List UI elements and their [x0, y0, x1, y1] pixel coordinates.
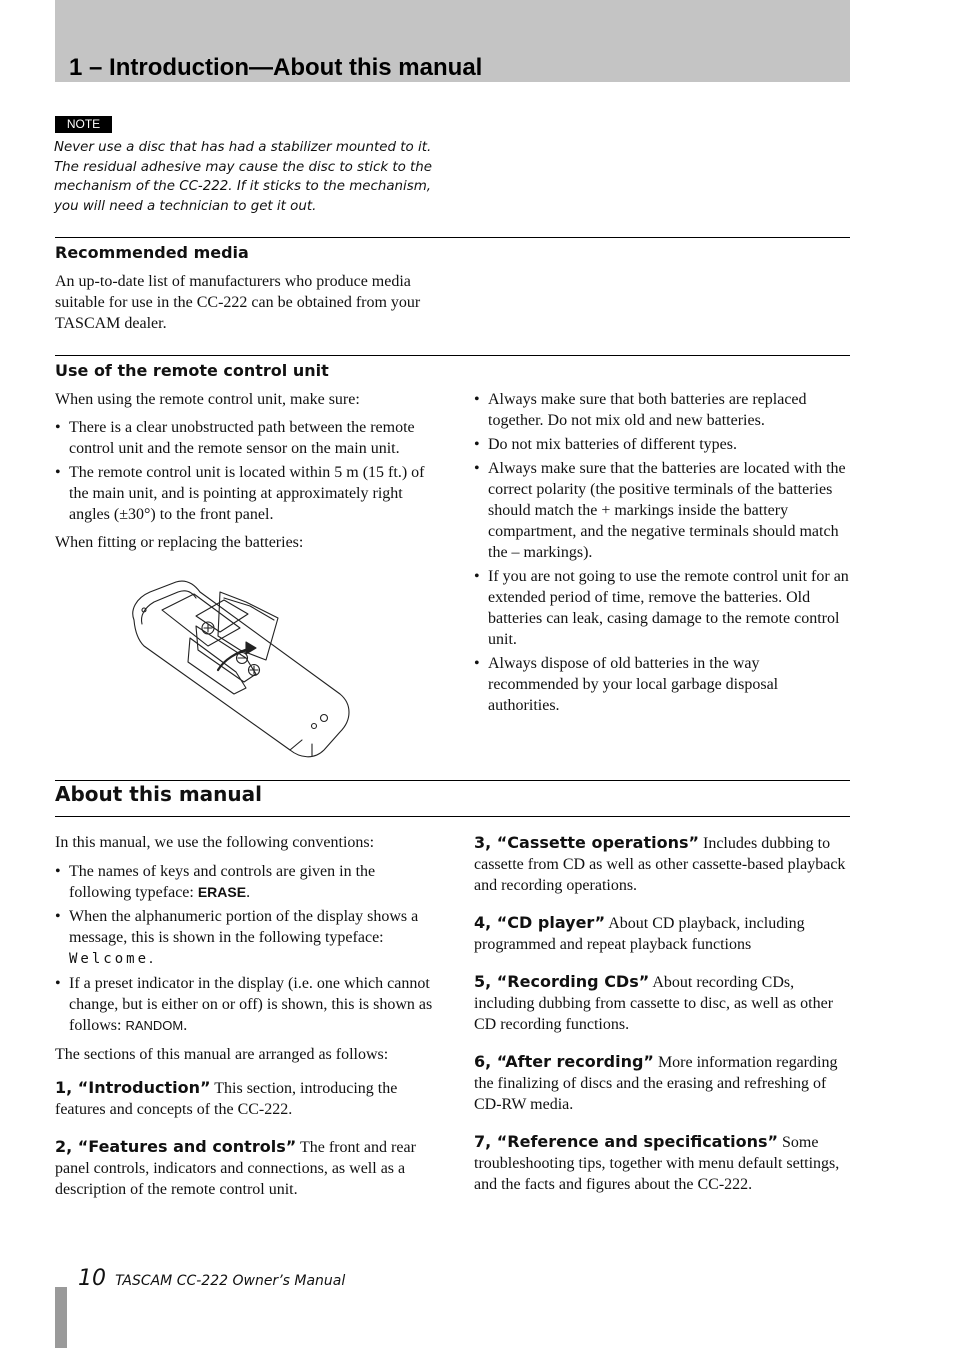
section-entry: [474, 1131, 852, 1195]
remote-battery-illustration: [128, 580, 354, 760]
section-entry-title: 1, “Introduction”: [55, 1078, 211, 1097]
section-entry: [474, 832, 852, 896]
section-entry-desc: The front and rear panel controls, indicators and connections, as well as a description of the remote control unit.: [55, 1139, 416, 1198]
chapter-header-band: [55, 0, 850, 82]
list-item: • If a preset indicator in the display (i.e. one which cannot change, but is either on or off) is shown, this is shown as follows: RANDOM.: [55, 973, 435, 1036]
section-entry-title: 6, “After recording”: [474, 1052, 654, 1071]
section-entry-desc: About recording CDs, including dubbing from cassette to disc, as well as other CD recording functions.: [474, 974, 834, 1033]
section-entry: [474, 912, 852, 955]
section-entry-desc: More information regarding the finalizing of discs and the erasing and refreshing of CD-RW media.: [474, 1054, 838, 1113]
fitting-batteries-text: When fitting or replacing the batteries:: [55, 534, 304, 551]
indicator-typeface-example: RANDOM: [125, 1018, 184, 1033]
section-entry-title: 4, “CD player”: [474, 913, 606, 932]
section-entry: [55, 1136, 435, 1200]
about-manual-right-column: [474, 832, 852, 1211]
note-text: Never use a disc that has had a stabilizer mounted to it. The residual adhesive may cause the disc to stick to the mechanism of the CC-222. If it sticks to the mechanism, you will need a technician to get it out.: [54, 140, 433, 214]
list-item: • When the alphanumeric portion of the display shows a message, this is shown in the following typeface: Welcome.: [55, 906, 435, 970]
footer-marker-bar: [55, 1287, 67, 1348]
sections-arranged-text: The sections of this manual are arranged as follows:: [55, 1046, 389, 1063]
section-divider: [55, 355, 850, 356]
section-divider: [55, 237, 850, 238]
about-manual-heading: About this manual: [55, 782, 262, 806]
section-entry: [55, 1077, 435, 1120]
list-item: • The remote control unit is located within 5 m (15 ft.) of the main unit, and is pointing at approximately right angles (±30°) to the front panel.: [55, 462, 435, 525]
note-badge: NOTE: [55, 116, 112, 133]
chapter-title: 1 – Introduction—About this manual: [69, 54, 483, 81]
section-entry-title: 7, “Reference and specifications”: [474, 1132, 779, 1151]
section-divider: [55, 780, 850, 781]
remote-bullet-list: [55, 417, 435, 525]
convention-text: The names of keys and controls are given in the following typeface:: [69, 863, 376, 901]
list-item: • Always dispose of old batteries in the way recommended by your local garbage disposal authorities.: [474, 653, 850, 716]
remote-control-right-column: [474, 389, 850, 723]
conventions-intro: In this manual, we use the following conventions:: [55, 834, 375, 851]
remote-control-left-column: [55, 389, 435, 560]
section-entry-desc: Includes dubbing to cassette from CD as well as other cassette-based playback and recording operations.: [474, 835, 846, 894]
section-entry-title: 3, “Cassette operations”: [474, 833, 699, 852]
recommended-media-body: An up-to-date list of manufacturers who produce media suitable for use in the CC-222 can be obtained from your TASCAM dealer.: [55, 273, 421, 332]
convention-text: When the alphanumeric portion of the display shows a message, this is shown in the following typeface:: [69, 908, 419, 946]
section-entry-desc: About CD playback, including programmed and repeat playback functions: [474, 915, 805, 953]
list-item: • Do not mix batteries of different types.: [474, 434, 850, 455]
conventions-list: [55, 861, 435, 1036]
section-entry-title: 2, “Features and controls”: [55, 1137, 297, 1156]
list-item: • Always make sure that both batteries are replaced together. Do not mix old and new batteries.: [474, 389, 850, 431]
about-manual-left-column: [55, 832, 435, 1216]
section-entry-desc: Some troubleshooting tips, together with menu default settings, and the facts and figures about the CC-222.: [474, 1134, 840, 1193]
battery-bullet-list: [474, 389, 850, 716]
section-entry-desc: This section, introducing the features and concepts of the CC-222.: [55, 1080, 398, 1118]
key-typeface-example: ERASE: [197, 884, 247, 900]
list-item: • The names of keys and controls are given in the following typeface: ERASE.: [55, 861, 435, 903]
recommended-media-heading: Recommended media: [55, 243, 249, 262]
remote-intro: When using the remote control unit, make sure:: [55, 391, 360, 408]
list-item: • If you are not going to use the remote control unit for an extended period of time, remove the batteries. Old batteries can leak, casing damage to the remote control unit.: [474, 566, 850, 650]
section-entry-title: 5, “Recording CDs”: [474, 972, 650, 991]
display-typeface-example: Welcome: [69, 951, 150, 967]
section-entry: [474, 971, 852, 1035]
section-divider: [55, 816, 850, 817]
remote-control-heading: Use of the remote control unit: [55, 361, 329, 380]
convention-text: If a preset indicator in the display (i.e. one which cannot change, but is either on or off) is shown, this is shown as follows:: [69, 975, 433, 1034]
recommended-media-section: [55, 271, 435, 341]
list-item: • Always make sure that the batteries are located with the correct polarity (the positive terminals of the batteries should match the + markings inside the battery compartment, and the negative terminals should match the – markings).: [474, 458, 850, 563]
section-entry: [474, 1051, 852, 1115]
manual-title: TASCAM CC-222 Owner’s Manual: [115, 1273, 346, 1289]
page-footer: [78, 1268, 345, 1292]
list-item: • There is a clear unobstructed path between the remote control unit and the remote sensor on the main unit.: [55, 417, 435, 459]
page-number: 10: [78, 1266, 106, 1291]
